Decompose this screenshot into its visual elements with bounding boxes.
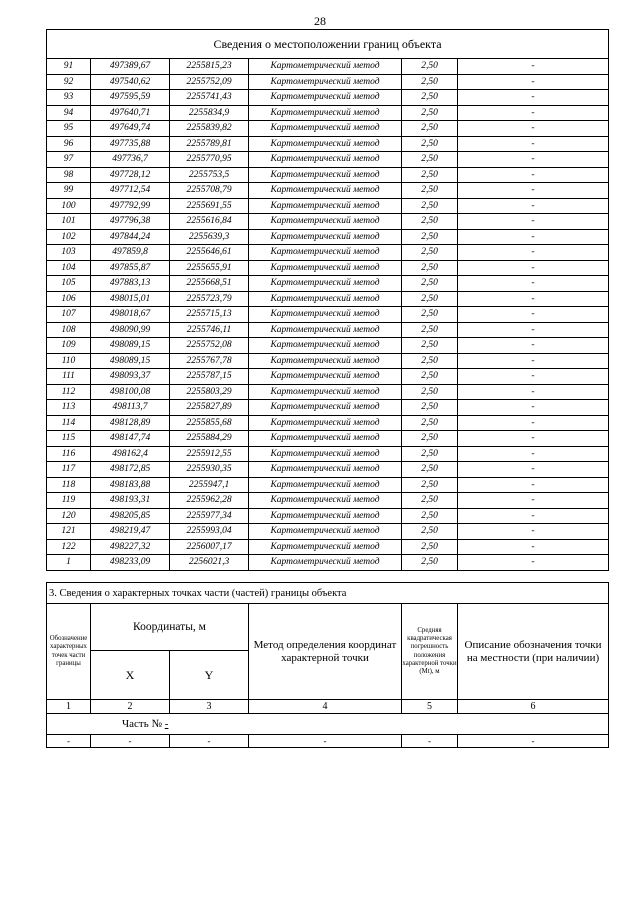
mt-cell: 2,50 bbox=[402, 369, 458, 385]
mt-cell: 2,50 bbox=[402, 462, 458, 478]
coord-y: 2255741,43 bbox=[170, 90, 249, 106]
coord-x: 497728,12 bbox=[91, 167, 170, 183]
description-cell: - bbox=[458, 369, 609, 385]
table-row bbox=[47, 353, 609, 369]
coord-y: 2255708,79 bbox=[170, 183, 249, 199]
mt-cell: 2,50 bbox=[402, 214, 458, 230]
coord-y: 2255691,55 bbox=[170, 198, 249, 214]
description-cell: - bbox=[458, 508, 609, 524]
method-cell: Картометрический метод bbox=[249, 446, 402, 462]
coord-y: 2256007,17 bbox=[170, 539, 249, 555]
coord-x: 498015,01 bbox=[91, 291, 170, 307]
empty-cell: - bbox=[47, 735, 91, 748]
point-number: 106 bbox=[47, 291, 91, 307]
table-row bbox=[47, 384, 609, 400]
table-row bbox=[47, 74, 609, 90]
table-row bbox=[47, 431, 609, 447]
coord-x: 497735,88 bbox=[91, 136, 170, 152]
description-cell: - bbox=[458, 524, 609, 540]
table-row bbox=[47, 229, 609, 245]
description-cell: - bbox=[458, 291, 609, 307]
coord-x: 497640,71 bbox=[91, 105, 170, 121]
point-number: 1 bbox=[47, 555, 91, 571]
mt-cell: 2,50 bbox=[402, 183, 458, 199]
description-cell: - bbox=[458, 555, 609, 571]
column-number: 5 bbox=[402, 700, 458, 714]
description-cell: - bbox=[458, 214, 609, 230]
mt-cell: 2,50 bbox=[402, 291, 458, 307]
table-row bbox=[47, 477, 609, 493]
section-title: Сведения о местоположении границ объекта bbox=[47, 30, 609, 59]
header-description: Описание обозначения точки на местности (при наличии) bbox=[458, 604, 609, 700]
point-number: 112 bbox=[47, 384, 91, 400]
mt-cell: 2,50 bbox=[402, 539, 458, 555]
part-row bbox=[47, 714, 609, 735]
column-number: 4 bbox=[249, 700, 402, 714]
coord-x: 498093,37 bbox=[91, 369, 170, 385]
mt-cell: 2,50 bbox=[402, 415, 458, 431]
description-cell: - bbox=[458, 353, 609, 369]
coord-y: 2255715,13 bbox=[170, 307, 249, 323]
method-cell: Картометрический метод bbox=[249, 384, 402, 400]
mt-cell: 2,50 bbox=[402, 477, 458, 493]
mt-cell: 2,50 bbox=[402, 384, 458, 400]
mt-cell: 2,50 bbox=[402, 353, 458, 369]
table-row bbox=[47, 369, 609, 385]
mt-cell: 2,50 bbox=[402, 198, 458, 214]
coord-y: 2255746,11 bbox=[170, 322, 249, 338]
coord-x: 498100,08 bbox=[91, 384, 170, 400]
coord-y: 2255753,5 bbox=[170, 167, 249, 183]
coord-y: 2255834,9 bbox=[170, 105, 249, 121]
mt-cell: 2,50 bbox=[402, 229, 458, 245]
point-number: 96 bbox=[47, 136, 91, 152]
coord-x: 497736,7 bbox=[91, 152, 170, 168]
description-cell: - bbox=[458, 229, 609, 245]
coord-x: 498219,47 bbox=[91, 524, 170, 540]
point-number: 113 bbox=[47, 400, 91, 416]
method-cell: Картометрический метод bbox=[249, 167, 402, 183]
description-cell: - bbox=[458, 121, 609, 137]
method-cell: Картометрический метод bbox=[249, 105, 402, 121]
coord-x: 497859,8 bbox=[91, 245, 170, 261]
page-number: 28 bbox=[314, 14, 326, 28]
mt-cell: 2,50 bbox=[402, 90, 458, 106]
table-row bbox=[47, 214, 609, 230]
coord-x: 497389,67 bbox=[91, 59, 170, 75]
method-cell: Картометрический метод bbox=[249, 524, 402, 540]
point-number: 102 bbox=[47, 229, 91, 245]
coord-y: 2255962,28 bbox=[170, 493, 249, 509]
coord-y: 2255752,09 bbox=[170, 74, 249, 90]
description-cell: - bbox=[458, 384, 609, 400]
point-number: 119 bbox=[47, 493, 91, 509]
method-cell: Картометрический метод bbox=[249, 508, 402, 524]
description-cell: - bbox=[458, 307, 609, 323]
empty-cell: - bbox=[402, 735, 458, 748]
mt-cell: 2,50 bbox=[402, 59, 458, 75]
empty-cell: - bbox=[170, 735, 249, 748]
point-number: 99 bbox=[47, 183, 91, 199]
coord-y: 2255827,89 bbox=[170, 400, 249, 416]
point-number: 110 bbox=[47, 353, 91, 369]
header-method: Метод определения координат характерной точки bbox=[249, 604, 402, 700]
table-row bbox=[47, 276, 609, 292]
coord-x: 497712,54 bbox=[91, 183, 170, 199]
table-row bbox=[47, 555, 609, 571]
method-cell: Картометрический метод bbox=[249, 74, 402, 90]
mt-cell: 2,50 bbox=[402, 431, 458, 447]
header-y: Y bbox=[170, 651, 249, 700]
method-cell: Картометрический метод bbox=[249, 353, 402, 369]
coord-x: 498193,31 bbox=[91, 493, 170, 509]
table-row bbox=[47, 446, 609, 462]
coord-x: 498172,85 bbox=[91, 462, 170, 478]
coord-y: 2256021,3 bbox=[170, 555, 249, 571]
point-number: 92 bbox=[47, 74, 91, 90]
table-row bbox=[47, 400, 609, 416]
coord-x: 497844,24 bbox=[91, 229, 170, 245]
table-row bbox=[47, 307, 609, 323]
method-cell: Картометрический метод bbox=[249, 276, 402, 292]
description-cell: - bbox=[458, 415, 609, 431]
method-cell: Картометрический метод bbox=[249, 291, 402, 307]
description-cell: - bbox=[458, 338, 609, 354]
mt-cell: 2,50 bbox=[402, 446, 458, 462]
mt-cell: 2,50 bbox=[402, 121, 458, 137]
mt-cell: 2,50 bbox=[402, 493, 458, 509]
mt-cell: 2,50 bbox=[402, 152, 458, 168]
point-number: 94 bbox=[47, 105, 91, 121]
section3-title: 3. Сведения о характерных точках части (частей) границы объекта bbox=[47, 583, 609, 604]
description-cell: - bbox=[458, 245, 609, 261]
method-cell: Картометрический метод bbox=[249, 431, 402, 447]
coord-x: 498233,09 bbox=[91, 555, 170, 571]
coord-y: 2255789,81 bbox=[170, 136, 249, 152]
coord-y: 2255723,79 bbox=[170, 291, 249, 307]
table-row bbox=[47, 291, 609, 307]
coord-y: 2255616,84 bbox=[170, 214, 249, 230]
description-cell: - bbox=[458, 446, 609, 462]
coord-x: 498128,89 bbox=[91, 415, 170, 431]
point-number: 115 bbox=[47, 431, 91, 447]
header-mt: Средняя квадратическая погрешность положения характерной точки (Mt), м bbox=[402, 604, 458, 700]
column-number: 6 bbox=[458, 700, 609, 714]
method-cell: Картометрический метод bbox=[249, 136, 402, 152]
coord-x: 498090,99 bbox=[91, 322, 170, 338]
description-cell: - bbox=[458, 462, 609, 478]
coord-y: 2255803,29 bbox=[170, 384, 249, 400]
point-number: 100 bbox=[47, 198, 91, 214]
description-cell: - bbox=[458, 493, 609, 509]
column-number: 3 bbox=[170, 700, 249, 714]
coord-x: 497792,99 bbox=[91, 198, 170, 214]
table-row bbox=[47, 152, 609, 168]
table-row bbox=[47, 245, 609, 261]
point-number: 114 bbox=[47, 415, 91, 431]
point-number: 111 bbox=[47, 369, 91, 385]
method-cell: Картометрический метод bbox=[249, 477, 402, 493]
coord-x: 497855,87 bbox=[91, 260, 170, 276]
table-row bbox=[47, 167, 609, 183]
coord-x: 498113,7 bbox=[91, 400, 170, 416]
method-cell: Картометрический метод bbox=[249, 90, 402, 106]
table-row bbox=[47, 462, 609, 478]
method-cell: Картометрический метод bbox=[249, 539, 402, 555]
mt-cell: 2,50 bbox=[402, 105, 458, 121]
method-cell: Картометрический метод bbox=[249, 229, 402, 245]
method-cell: Картометрический метод bbox=[249, 121, 402, 137]
coord-x: 497796,38 bbox=[91, 214, 170, 230]
coord-y: 2255767,78 bbox=[170, 353, 249, 369]
mt-cell: 2,50 bbox=[402, 167, 458, 183]
coord-y: 2255770,95 bbox=[170, 152, 249, 168]
description-cell: - bbox=[458, 431, 609, 447]
mt-cell: 2,50 bbox=[402, 322, 458, 338]
mt-cell: 2,50 bbox=[402, 508, 458, 524]
coord-y: 2255839,82 bbox=[170, 121, 249, 137]
point-number: 97 bbox=[47, 152, 91, 168]
table-row bbox=[47, 539, 609, 555]
column-number: 1 bbox=[47, 700, 91, 714]
mt-cell: 2,50 bbox=[402, 136, 458, 152]
method-cell: Картометрический метод bbox=[249, 183, 402, 199]
table-row bbox=[47, 338, 609, 354]
point-number: 101 bbox=[47, 214, 91, 230]
description-cell: - bbox=[458, 183, 609, 199]
description-cell: - bbox=[458, 322, 609, 338]
method-cell: Картометрический метод bbox=[249, 59, 402, 75]
description-cell: - bbox=[458, 59, 609, 75]
empty-cell: - bbox=[91, 735, 170, 748]
empty-cell: - bbox=[458, 735, 609, 748]
method-cell: Картометрический метод bbox=[249, 555, 402, 571]
point-number: 122 bbox=[47, 539, 91, 555]
description-cell: - bbox=[458, 400, 609, 416]
coord-y: 2255855,68 bbox=[170, 415, 249, 431]
table-row bbox=[47, 260, 609, 276]
method-cell: Картометрический метод bbox=[249, 152, 402, 168]
point-number: 103 bbox=[47, 245, 91, 261]
header-coordinates: Координаты, м bbox=[91, 604, 249, 651]
coord-y: 2255646,61 bbox=[170, 245, 249, 261]
point-number: 109 bbox=[47, 338, 91, 354]
part-points-table bbox=[46, 582, 609, 748]
description-cell: - bbox=[458, 276, 609, 292]
point-number: 105 bbox=[47, 276, 91, 292]
part-label: Часть № bbox=[122, 718, 162, 730]
coord-y: 2255912,55 bbox=[170, 446, 249, 462]
coord-x: 498018,67 bbox=[91, 307, 170, 323]
coord-y: 2255787,15 bbox=[170, 369, 249, 385]
table-row bbox=[47, 183, 609, 199]
coord-x: 498227,32 bbox=[91, 539, 170, 555]
point-number: 116 bbox=[47, 446, 91, 462]
point-number: 95 bbox=[47, 121, 91, 137]
point-number: 93 bbox=[47, 90, 91, 106]
method-cell: Картометрический метод bbox=[249, 307, 402, 323]
coord-x: 498089,15 bbox=[91, 338, 170, 354]
coord-y: 2255947,1 bbox=[170, 477, 249, 493]
description-cell: - bbox=[458, 105, 609, 121]
coord-x: 498183,88 bbox=[91, 477, 170, 493]
point-number: 98 bbox=[47, 167, 91, 183]
mt-cell: 2,50 bbox=[402, 400, 458, 416]
description-cell: - bbox=[458, 152, 609, 168]
part-value: - bbox=[164, 718, 169, 730]
description-cell: - bbox=[458, 539, 609, 555]
coord-x: 497649,74 bbox=[91, 121, 170, 137]
coord-x: 497883,13 bbox=[91, 276, 170, 292]
boundary-table bbox=[46, 29, 609, 571]
mt-cell: 2,50 bbox=[402, 260, 458, 276]
table-row bbox=[47, 105, 609, 121]
point-number: 117 bbox=[47, 462, 91, 478]
method-cell: Картометрический метод bbox=[249, 415, 402, 431]
mt-cell: 2,50 bbox=[402, 307, 458, 323]
table-row bbox=[47, 415, 609, 431]
coord-x: 497595,59 bbox=[91, 90, 170, 106]
method-cell: Картометрический метод bbox=[249, 214, 402, 230]
mt-cell: 2,50 bbox=[402, 524, 458, 540]
empty-cell: - bbox=[249, 735, 402, 748]
method-cell: Картометрический метод bbox=[249, 462, 402, 478]
point-number: 121 bbox=[47, 524, 91, 540]
header-x: X bbox=[91, 651, 170, 700]
coord-y: 2255752,08 bbox=[170, 338, 249, 354]
table-row bbox=[47, 136, 609, 152]
coord-x: 498147,74 bbox=[91, 431, 170, 447]
point-number: 104 bbox=[47, 260, 91, 276]
coord-y: 2255668,51 bbox=[170, 276, 249, 292]
coord-y: 2255884,29 bbox=[170, 431, 249, 447]
mt-cell: 2,50 bbox=[402, 245, 458, 261]
method-cell: Картометрический метод bbox=[249, 400, 402, 416]
table-row bbox=[47, 508, 609, 524]
description-cell: - bbox=[458, 136, 609, 152]
table-row bbox=[47, 524, 609, 540]
description-cell: - bbox=[458, 260, 609, 276]
description-cell: - bbox=[458, 74, 609, 90]
description-cell: - bbox=[458, 198, 609, 214]
column-number: 2 bbox=[91, 700, 170, 714]
description-cell: - bbox=[458, 90, 609, 106]
coord-y: 2255930,35 bbox=[170, 462, 249, 478]
mt-cell: 2,50 bbox=[402, 555, 458, 571]
method-cell: Картометрический метод bbox=[249, 338, 402, 354]
point-number: 118 bbox=[47, 477, 91, 493]
coord-x: 498162,4 bbox=[91, 446, 170, 462]
coord-y: 2255993,04 bbox=[170, 524, 249, 540]
table-row bbox=[47, 322, 609, 338]
coord-x: 498089,15 bbox=[91, 353, 170, 369]
header-point-label: Обозначение характерных точек части границы bbox=[47, 604, 91, 700]
point-number: 108 bbox=[47, 322, 91, 338]
coord-x: 498205,85 bbox=[91, 508, 170, 524]
table-row bbox=[47, 59, 609, 75]
coord-x: 497540,62 bbox=[91, 74, 170, 90]
method-cell: Картометрический метод bbox=[249, 198, 402, 214]
mt-cell: 2,50 bbox=[402, 74, 458, 90]
method-cell: Картометрический метод bbox=[249, 322, 402, 338]
coord-y: 2255639,3 bbox=[170, 229, 249, 245]
method-cell: Картометрический метод bbox=[249, 245, 402, 261]
point-number: 91 bbox=[47, 59, 91, 75]
mt-cell: 2,50 bbox=[402, 276, 458, 292]
table-row bbox=[47, 121, 609, 137]
method-cell: Картометрический метод bbox=[249, 260, 402, 276]
method-cell: Картометрический метод bbox=[249, 493, 402, 509]
table-row bbox=[47, 90, 609, 106]
coord-y: 2255655,91 bbox=[170, 260, 249, 276]
point-number: 120 bbox=[47, 508, 91, 524]
mt-cell: 2,50 bbox=[402, 338, 458, 354]
method-cell: Картометрический метод bbox=[249, 369, 402, 385]
table-row bbox=[47, 493, 609, 509]
point-number: 107 bbox=[47, 307, 91, 323]
coord-y: 2255815,23 bbox=[170, 59, 249, 75]
description-cell: - bbox=[458, 167, 609, 183]
table-row bbox=[47, 198, 609, 214]
coord-y: 2255977,34 bbox=[170, 508, 249, 524]
description-cell: - bbox=[458, 477, 609, 493]
